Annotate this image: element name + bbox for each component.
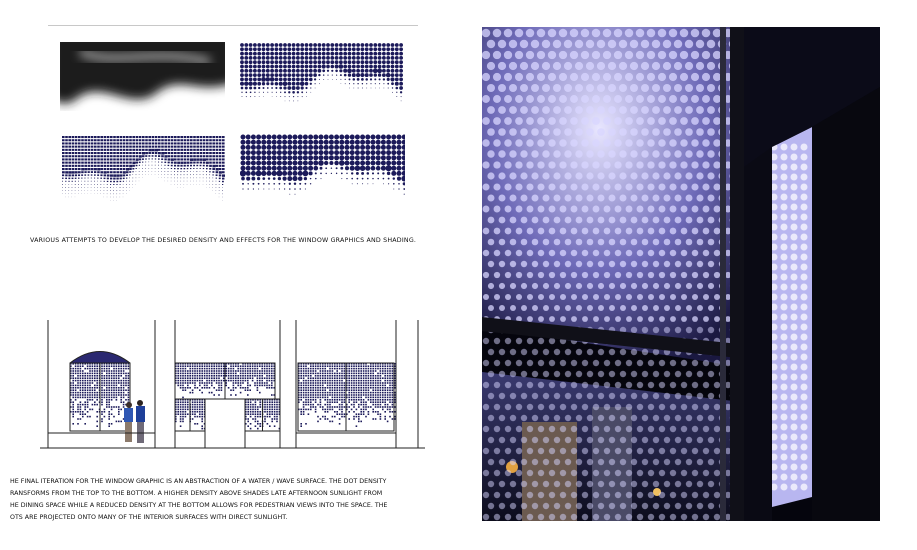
- attempts-caption: VARIOUS ATTEMPTS TO DEVELOP THE DESIRED DENSITY AND EFFECTS FOR THE WINDOW GRAPHICS AND SHADING.: [30, 237, 417, 244]
- grayscale-wave-image: [60, 42, 225, 112]
- halftone-large-dots-image: [240, 134, 405, 204]
- halftone-dots-image: [240, 42, 405, 112]
- final-iteration-caption: [10, 476, 470, 524]
- final-caption-line: OTS ARE PROJECTED ONTO MANY OF THE INTERIOR SURFACES WITH DIRECT SUNLIGHT.: [10, 514, 288, 521]
- window-photo: [482, 27, 880, 521]
- halftone-lines-image: [60, 134, 225, 204]
- window-elevation-drawing: [40, 320, 425, 455]
- halftone-dots-study: [240, 42, 405, 112]
- final-caption-line: HE DINING SPACE WHILE A REDUCED DENSITY AT THE BOTTOM ALLOWS FOR PEDESTRIAN VIEWS INTO THE SPACE. THE: [10, 502, 388, 509]
- final-caption-line: RANSFORMS FROM THE TOP TO THE BOTTOM. A HIGHER DENSITY ABOVE SHADES LATE AFTERNOON SUNLIGHT FROM: [10, 490, 383, 497]
- top-rule: [48, 25, 418, 26]
- halftone-large-dots-study: [240, 134, 405, 204]
- final-caption-line: HE FINAL ITERATION FOR THE WINDOW GRAPHIC IS AN ABSTRACTION OF A WATER / WAVE SURFACE. THE DOT DENSITY: [10, 478, 387, 485]
- grayscale-wave-study: [60, 42, 225, 112]
- halftone-lines-study: [60, 134, 225, 204]
